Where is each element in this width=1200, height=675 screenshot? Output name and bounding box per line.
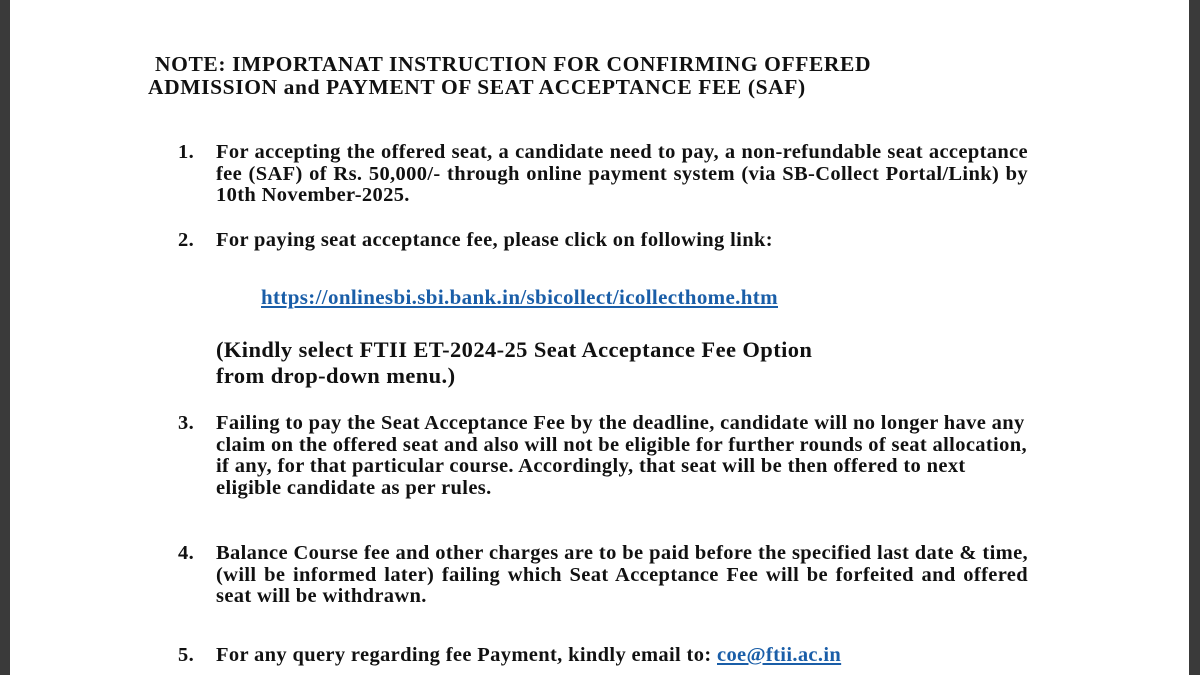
item-number: 1. [178, 141, 195, 163]
item-number: 4. [178, 542, 195, 564]
title-line-2: ADMISSION and PAYMENT OF SEAT ACCEPTANCE FEE (SAF) [148, 75, 806, 99]
item-text: For accepting the offered seat, a candidate need to pay, a non-refundable seat acceptance fee (SAF) of Rs. 50,000/- through online payment system (via SB-Collect Portal/Link) by 10th November-2025. [216, 141, 1028, 206]
note-line-1: (Kindly select FTII ET-2024-25 Seat Acceptance Fee Option [216, 337, 813, 362]
title-line-1: NOTE: IMPORTANAT INSTRUCTION FOR CONFIRMING OFFERED [155, 52, 872, 76]
item-text: For paying seat acceptance fee, please click on following link: [216, 229, 773, 251]
page-title [148, 53, 1048, 99]
item-number: 2. [178, 229, 195, 251]
item-text [216, 645, 1028, 667]
item-text-content: For any query regarding fee Payment, kindly email to: [216, 644, 712, 666]
email-link[interactable]: coe@ftii.ac.in [717, 644, 842, 666]
item-text: Balance Course fee and other charges are to be paid before the specified last date & time, (will be informed later) failing which Seat Acceptance Fee will be forfeited and offered seat will be withdrawn. [216, 542, 1028, 607]
drop-down-selection-note [216, 337, 1036, 389]
note-line-2: from drop-down menu.) [216, 363, 456, 388]
item-number: 3. [178, 412, 195, 434]
payment-link[interactable]: https://onlinesbi.sbi.bank.in/sbicollect/icollecthome.htm [261, 285, 778, 309]
document-page [10, 0, 1189, 675]
item-number: 5. [178, 644, 195, 666]
item-text: Failing to pay the Seat Acceptance Fee by the deadline, candidate will no longer have any claim on the offered seat and also will not be eligible for further rounds of seat allocation, if any, for that particular course. Accordingly, that seat will be then offered to next eligible candidate as per rules. [216, 412, 1027, 499]
